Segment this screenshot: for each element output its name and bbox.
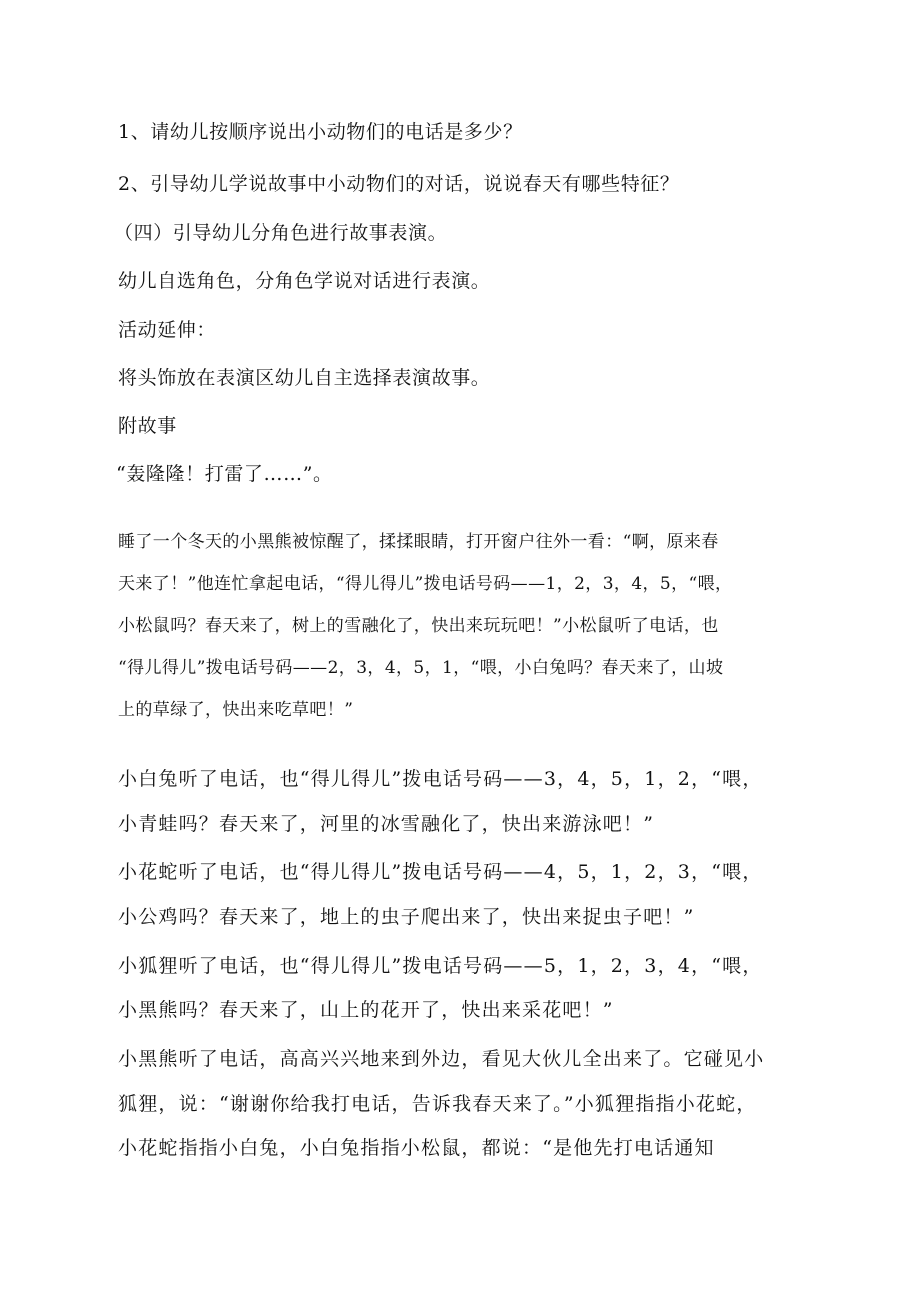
- story-line: 小黑熊吗？春天来了，山上的花开了，快出来采花吧！”: [118, 999, 614, 1021]
- story-line: 小白兔听了电话，也“得儿得儿”拨电话号码——3，4，5，1，2，“喂，: [118, 768, 763, 790]
- story-line: 小狐狸听了电话，也“得儿得儿”拨电话号码——5，1，2，3，4，“喂，: [118, 955, 763, 977]
- story-line: 小青蛙吗？春天来了，河里的冰雪融化了，快出来游泳吧！”: [118, 813, 655, 835]
- section-4-heading: （四）引导幼儿分角色进行故事表演。: [114, 222, 448, 244]
- story-line: 小花蛇听了电话，也“得儿得儿”拨电话号码——4，5，1，2，3，“喂，: [118, 861, 763, 883]
- story-line: “得儿得儿”拨电话号码——2，3，4，5，1，“喂，小白兔吗？春天来了，山坡: [118, 658, 724, 678]
- question-2: 2、引导幼儿学说故事中小动物们的对话，说说春天有哪些特征？: [118, 173, 680, 195]
- role-play-text: 幼儿自选角色，分角色学说对话进行表演。: [118, 270, 491, 292]
- story-line: 睡了一个冬天的小黑熊被惊醒了，揉揉眼睛，打开窗户往外一看：“啊，原来春: [118, 532, 719, 552]
- activity-extension-heading: 活动延伸：: [118, 319, 217, 341]
- question-1: 1、请幼儿按顺序说出小动物们的电话是多少？: [118, 121, 523, 143]
- story-line: 小黑熊听了电话，高高兴兴地来到外边，看见大伙儿全出来了。它碰见小: [118, 1048, 765, 1070]
- story-opening: “轰隆隆！打雷了……”。: [116, 463, 333, 485]
- activity-extension-text: 将头饰放在表演区幼儿自主选择表演故事。: [118, 367, 491, 389]
- story-line: 小松鼠吗？春天来了，树上的雪融化了，快出来玩玩吧！”小松鼠听了电话，也: [118, 616, 719, 636]
- appendix-story-heading: 附故事: [118, 415, 177, 437]
- story-line: 小公鸡吗？春天来了，地上的虫子爬出来了，快出来捉虫子吧！”: [118, 906, 695, 928]
- story-line: 天来了！”他连忙拿起电话，“得儿得儿”拨电话号码——1，2，3，4，5，“喂，: [118, 574, 733, 594]
- story-line: 狐狸，说：“谢谢你给我打电话，告诉我春天来了。”小狐狸指指小花蛇，: [118, 1093, 757, 1115]
- story-line: 上的草绿了，快出来吃草吧！”: [118, 700, 354, 720]
- story-line: 小花蛇指指小白兔，小白兔指指小松鼠，都说：“是他先打电话通知: [118, 1137, 715, 1159]
